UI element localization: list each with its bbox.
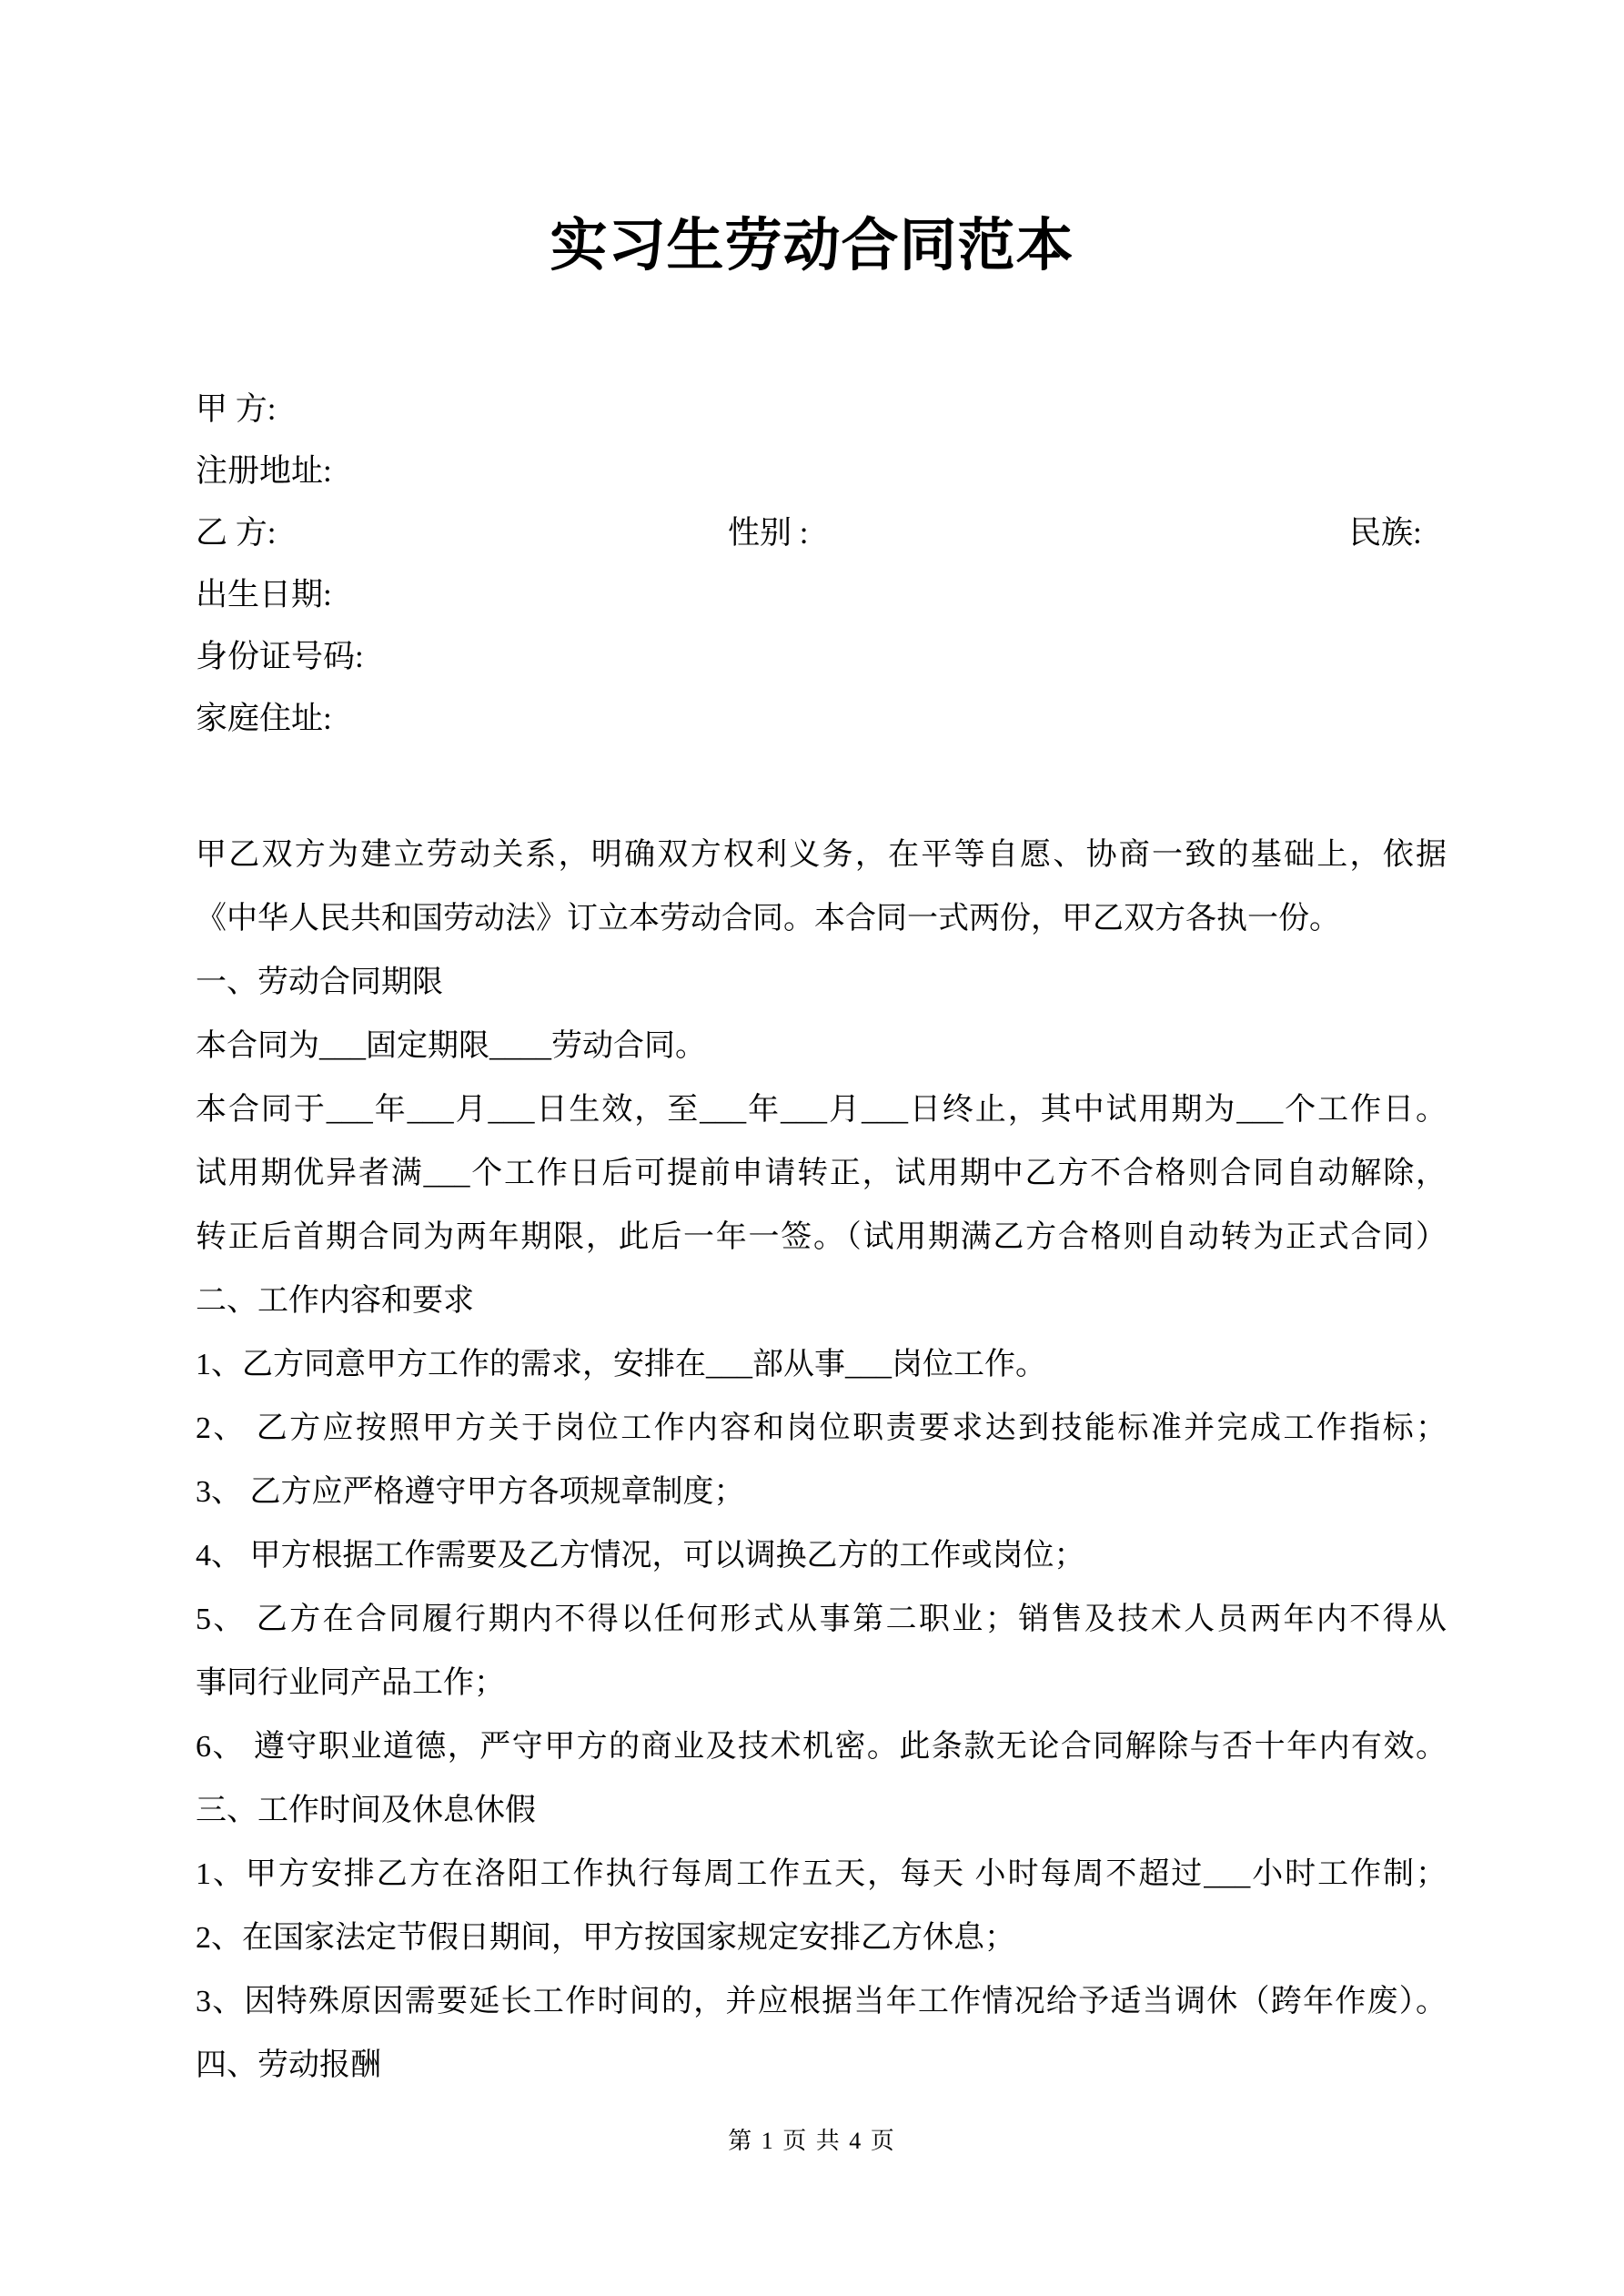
contract-line: 5、 乙方在合同履行期内不得以任何形式从事第二职业；销售及技术人员两年内不得从 xyxy=(196,1603,1447,1636)
birthdate-label: 出生日期: xyxy=(196,577,332,612)
field-row-birthdate xyxy=(196,563,1447,627)
contract-line: 4、 甲方根据工作需要及乙方情况，可以调换乙方的工作或岗位； xyxy=(196,1539,1085,1573)
page-number-footer: 第 1 页 共 4 页 xyxy=(728,2128,896,2154)
contract-line: 试用期优异者满___个工作日后可提前申请转正，试用期中乙方不合格则合同自动解除， xyxy=(196,1157,1447,1190)
contract-line: 事同行业同产品工作； xyxy=(196,1666,505,1700)
contract-line: 1、乙方同意甲方工作的需求，安排在___部从事___岗位工作。 xyxy=(196,1348,1046,1381)
contract-line: 6、 遵守职业道德，严守甲方的商业及技术机密。此条款无论合同解除与否十年内有效。 xyxy=(196,1730,1447,1764)
contract-line: 本合同于___年___月___日生效，至___年___月___日终止，其中试用期为___个工作日。 xyxy=(196,1093,1447,1127)
field-row-id-number xyxy=(196,625,1447,689)
contract-line: 本合同为___固定期限____劳动合同。 xyxy=(196,1029,706,1063)
contract-line: 1、甲方安排乙方在洛阳工作执行每周工作五天，每天 小时每周不超过___小时工作制； xyxy=(196,1857,1447,1891)
party-b-label: 乙 方: xyxy=(196,515,277,551)
field-row-home-address xyxy=(196,687,1447,751)
field-row-registered-address xyxy=(196,440,1447,503)
field-row-party-a xyxy=(196,378,1447,441)
document-title: 实习生劳动合同范本 xyxy=(550,214,1074,278)
contract-line: 转正后首期合同为两年期限，此后一年一签。（试用期满乙方合格则自动转为正式合同） xyxy=(196,1220,1447,1254)
contract-line: 甲乙双方为建立劳动关系，明确双方权利义务，在平等自愿、协商一致的基础上，依据 xyxy=(196,838,1447,872)
contract-line: 2、 乙方应按照甲方关于岗位工作内容和岗位职责要求达到技能标准并完成工作指标； xyxy=(196,1411,1447,1445)
home-address-label: 家庭住址: xyxy=(196,701,332,736)
section-heading-3: 三、工作时间及休息休假 xyxy=(196,1794,536,1827)
section-heading-1: 一、劳动合同期限 xyxy=(196,966,443,999)
section-heading-2: 二、工作内容和要求 xyxy=(196,1284,474,1318)
contract-line: 3、 乙方应严格遵守甲方各项规章制度； xyxy=(196,1475,745,1509)
id-number-label: 身份证号码: xyxy=(196,639,364,674)
contract-line: 3、因特殊原因需要延长工作时间的，并应根据当年工作情况给予适当调休（跨年作废）。 xyxy=(196,1985,1447,2018)
field-row-party-b xyxy=(196,501,1447,565)
contract-line: 《中华人民共和国劳动法》订立本劳动合同。本合同一式两份，甲乙双方各执一份。 xyxy=(196,902,1340,936)
contract-body xyxy=(196,824,1447,2098)
gender-label: 性别 : xyxy=(728,515,809,551)
ethnic-label: 民族: xyxy=(1349,515,1422,551)
contract-line: 2、在国家法定节假日期间，甲方按国家规定安排乙方休息； xyxy=(196,1921,1015,1955)
section-heading-4: 四、劳动报酬 xyxy=(196,2048,381,2082)
party-a-label: 甲 方: xyxy=(196,391,277,427)
registered-address-label: 注册地址: xyxy=(196,453,332,489)
